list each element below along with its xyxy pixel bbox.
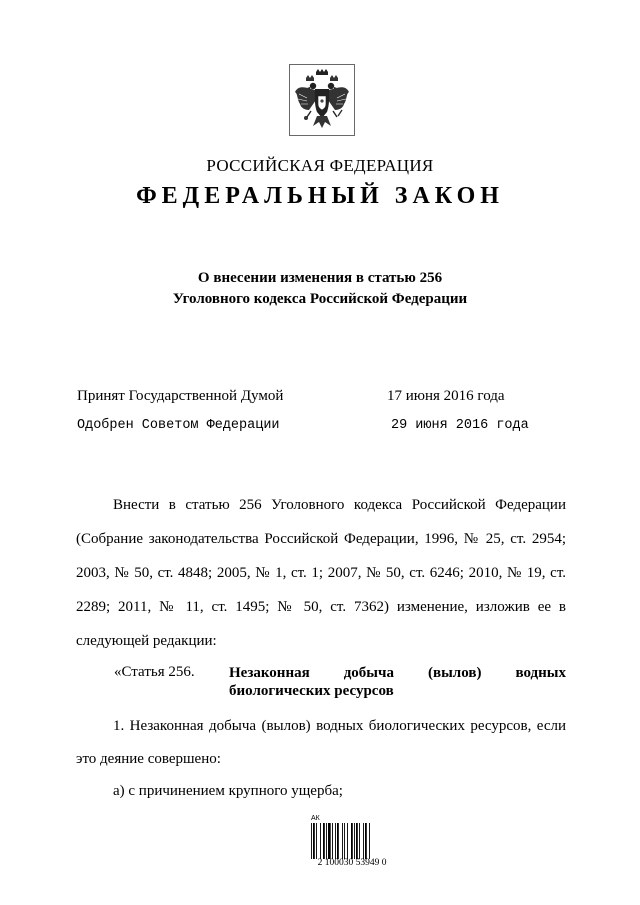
barcode-bar bbox=[342, 823, 343, 859]
duma-adoption-date: 17 июня 2016 года bbox=[387, 388, 505, 404]
barcode-bar bbox=[344, 823, 345, 859]
barcode-bar bbox=[337, 823, 339, 859]
point-1-text: 1. Незаконная добыча (вылов) водных биологических ресурсов, если это деяние совершено: bbox=[76, 718, 566, 767]
country-name: РОССИЙСКАЯ ФЕДЕРАЦИЯ bbox=[206, 156, 434, 175]
barcode-bar bbox=[313, 823, 315, 859]
barcode-bar bbox=[363, 823, 364, 859]
russian-coat-of-arms-icon bbox=[289, 64, 355, 136]
subpoint-a: а) с причинением крупного ущерба; bbox=[113, 783, 343, 799]
barcode-bar bbox=[359, 823, 360, 859]
law-body bbox=[76, 488, 566, 658]
article-title-word: (вылов) bbox=[428, 665, 482, 681]
coat-of-arms-emblem bbox=[289, 64, 355, 136]
article-title-line: биологических ресурсов bbox=[229, 683, 394, 699]
council-approval-date: 29 июня 2016 года bbox=[391, 418, 529, 433]
barcode-bar bbox=[335, 823, 336, 859]
article-number: «Статья 256. bbox=[114, 664, 195, 680]
barcode-bar bbox=[354, 823, 355, 859]
document-barcode bbox=[303, 815, 401, 871]
barcode-icon bbox=[311, 823, 393, 859]
barcode-bar bbox=[323, 823, 325, 859]
article-title-word: добыча bbox=[343, 665, 394, 681]
article-title-word: водных bbox=[515, 665, 566, 681]
barcode-bar bbox=[351, 823, 353, 859]
barcode-bar bbox=[332, 823, 333, 859]
duma-adoption-label: Принят Государственной Думой bbox=[77, 388, 284, 404]
barcode-bar bbox=[328, 823, 331, 859]
law-title-line: О внесении изменения в статью 256 bbox=[197, 270, 443, 286]
barcode-bar bbox=[311, 823, 312, 859]
barcode-bar bbox=[320, 823, 321, 859]
barcode-bar bbox=[326, 823, 327, 859]
law-title-line: Уголовного кодекса Российской Федерации bbox=[172, 291, 468, 307]
document-type-heading: ФЕДЕРАЛЬНЫЙ ЗАКОН bbox=[136, 183, 504, 209]
article-point bbox=[76, 710, 566, 776]
barcode-bar bbox=[347, 823, 348, 859]
article-title bbox=[229, 664, 566, 700]
barcode-bar bbox=[356, 823, 358, 859]
law-title bbox=[0, 268, 640, 310]
barcode-tag: АК bbox=[311, 815, 320, 822]
barcode-bar bbox=[316, 823, 317, 859]
barcode-bar bbox=[369, 823, 370, 859]
barcode-bar bbox=[365, 823, 367, 859]
barcode-number: 2 100030 53949 0 bbox=[317, 858, 387, 868]
intro-paragraph: Внести в статью 256 Уголовного кодекса Российской Федерации (Собрание законодательства Российской Федерации, 1996, № 25, ст. 2954; 2003, № 50, ст. 4848; 2005, № 1, ст. 1; 2007, № 50, ст. 6246; 2010, № 19, ст. 2289; 2011, № 11, ст. 1495; № 50, ст. 7362) изменение, изложив ее в следующей редакции: bbox=[76, 497, 566, 649]
article-title-line bbox=[229, 664, 566, 682]
article-title-word: Незаконная bbox=[229, 665, 310, 681]
council-approval-label: Одобрен Советом Федерации bbox=[77, 418, 280, 433]
